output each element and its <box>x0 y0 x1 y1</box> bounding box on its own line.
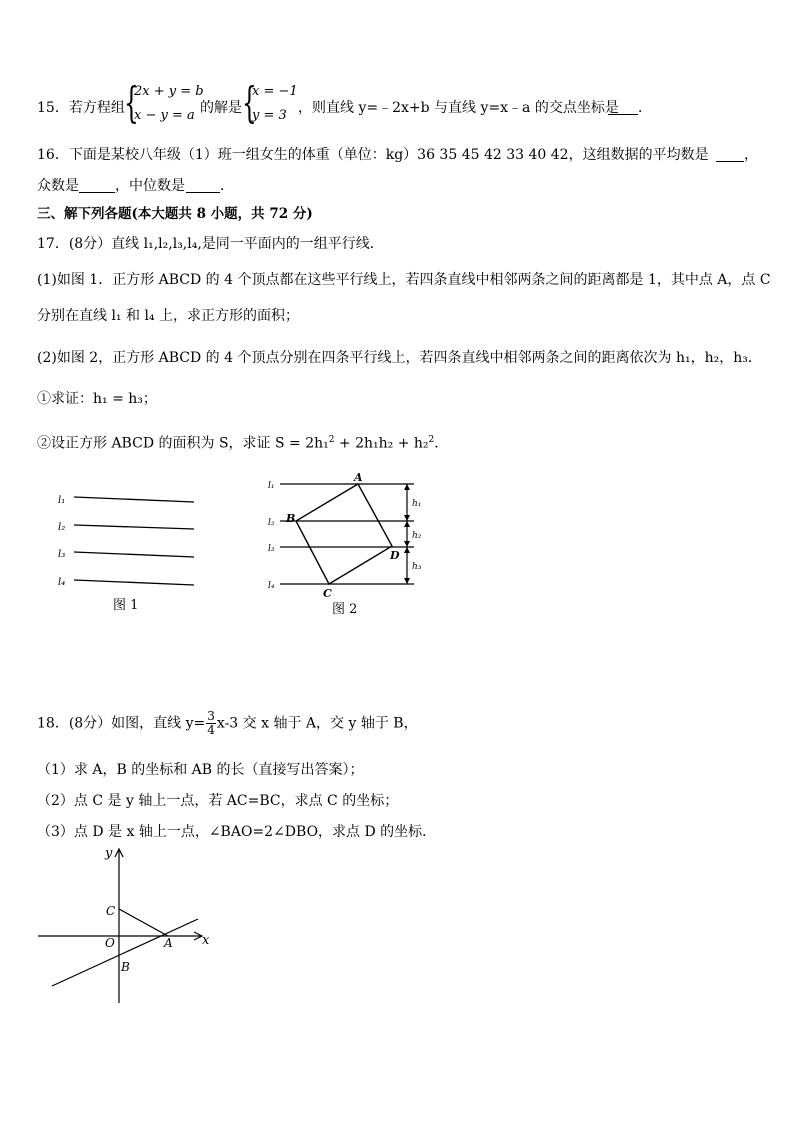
q17-claim2-b: + 2h₁h₂ + h₂ <box>334 435 429 452</box>
q18-fraction <box>206 710 216 737</box>
q18-point-c: C <box>106 904 116 918</box>
q15-brace-2: { <box>242 78 257 127</box>
fig1-label-l1: l₁ <box>58 495 66 506</box>
q18-figure <box>30 843 220 1008</box>
fig2-h3-label: h₃ <box>412 562 422 572</box>
q17-part1-line1: (1)如图 1．正方形 ABCD 的 4 个顶点都在这些平行线上，若四条直线中相邻两条之间的距离都是 1，其中点 A，点 C <box>37 272 771 288</box>
q16-mode-blank <box>79 178 115 193</box>
q15-end: ． <box>638 100 652 116</box>
fig2-label-l1: l₁ <box>268 481 275 491</box>
q16-line1-end: ， <box>744 147 758 163</box>
fig2-h1-label: h₁ <box>412 499 422 509</box>
section-3-heading: 三、解下列各题(本大题共 8 小题，共 72 分) <box>37 206 313 222</box>
q18-intro-b: x-3 交 x 轴于 A，交 y 轴于 B， <box>216 715 418 732</box>
q16-end: ． <box>220 178 234 194</box>
q18-point-b: B <box>121 960 130 974</box>
q17-claim2-sup1: 2 <box>328 435 335 445</box>
q15-system1-row1: 2x + y = b <box>134 84 204 99</box>
q17-part1-line2: 分别在直线 l₁ 和 l₄ 上，求正方形的面积； <box>37 308 299 324</box>
q17-figure-1 <box>55 485 205 615</box>
fig2-arrow-1 <box>404 484 410 490</box>
q17-claim2-end: ． <box>434 435 449 452</box>
q18-part2: （2）点 C 是 y 轴上一点，若 AC=BC，求点 C 的坐标； <box>37 793 399 809</box>
fig2-label-l3: l₃ <box>268 544 275 554</box>
q15-answer-blank <box>608 100 638 115</box>
q17-intro: 17．(8分）直线 l₁,l₂,l₃,l₄,是同一平面内的一组平行线． <box>37 236 384 252</box>
q16-line1: 16．下面是某校八年级（1）班一组女生的体重（单位：kg）36 35 45 42 33 40 42，这组数据的平均数是 <box>37 147 709 163</box>
fig2-arrow-2 <box>404 515 410 521</box>
q16-median-blank <box>186 178 220 193</box>
q18-line-ab <box>52 919 198 986</box>
fig2-arrow-6 <box>404 578 410 584</box>
q18-fraction-denominator: 4 <box>207 723 215 737</box>
fig1-label-l3: l₃ <box>58 549 66 560</box>
fig2-point-c: C <box>323 587 332 600</box>
q17-part2: (2)如图 2，正方形 ABCD 的 4 个顶点分别在四条平行线上，若四条直线中相邻两条之间的距离依次为 h₁，h₂，h₃． <box>37 350 762 366</box>
q18-origin-label: O <box>105 936 115 950</box>
q18-y-label: y <box>105 846 113 861</box>
q18-point-a: A <box>164 936 173 950</box>
fig1-label-l2: l₂ <box>58 522 66 533</box>
fig1-line-4 <box>74 580 194 585</box>
q16-mode-label: 众数是 <box>37 178 79 194</box>
fig1-line-3 <box>74 552 194 557</box>
fig1-label-l4: l₄ <box>58 577 66 588</box>
fig2-point-b: B <box>286 512 296 525</box>
fig2-square-abcd <box>296 484 392 584</box>
q17-claim2-a: ②设正方形 ABCD 的面积为 S，求证 S = 2h₁ <box>37 435 329 452</box>
q15-system1-row2: x − y = a <box>134 108 195 123</box>
q18-part1: （1）求 A，B 的坐标和 AB 的长（直接写出答案）； <box>37 762 364 778</box>
fig2-h2-label: h₂ <box>412 531 422 541</box>
q17-claim2-sup2: 2 <box>428 435 435 445</box>
q18-x-label: x <box>202 933 210 948</box>
fig2-arrow-5 <box>404 547 410 553</box>
q17-claim1: ①求证：h₁ = h₃； <box>37 391 157 407</box>
q15-mid: 的解是 <box>200 100 242 116</box>
fig2-point-a: A <box>354 471 363 484</box>
fig2-caption: 图 2 <box>332 602 358 617</box>
q16-median-label: ，中位数是 <box>115 178 185 194</box>
q15-suffix: ，则直线 y=﹣2x+b 与直线 y=x﹣a 的交点坐标是 <box>298 100 619 116</box>
q18-intro <box>37 710 418 737</box>
q18-fraction-numerator: 3 <box>207 709 215 723</box>
fig1-line-2 <box>74 525 194 529</box>
fig1-line-1 <box>74 497 194 502</box>
fig2-label-l2: l₂ <box>268 518 275 528</box>
fig2-point-d: D <box>390 549 400 562</box>
q16-mean-blank <box>716 147 744 162</box>
q15-prefix: 15．若方程组 <box>37 100 125 116</box>
q17-claim2 <box>37 431 448 453</box>
q18-intro-a: 18．(8分）如图，直线 y= <box>37 715 206 732</box>
q17-figure-2 <box>262 470 432 620</box>
q15-brace-1: { <box>124 78 139 127</box>
q15-system2-row1: x = −1 <box>252 84 298 99</box>
fig2-arrow-3 <box>404 521 410 527</box>
fig1-caption: 图 1 <box>113 598 139 613</box>
fig2-arrow-4 <box>404 541 410 547</box>
q18-segment-ca <box>119 909 168 936</box>
q18-part3: （3）点 D 是 x 轴上一点，∠BAO=2∠DBO，求点 D 的坐标． <box>37 824 437 840</box>
q15-system2-row2: y = 3 <box>252 108 287 123</box>
fig2-label-l4: l₄ <box>268 581 275 591</box>
